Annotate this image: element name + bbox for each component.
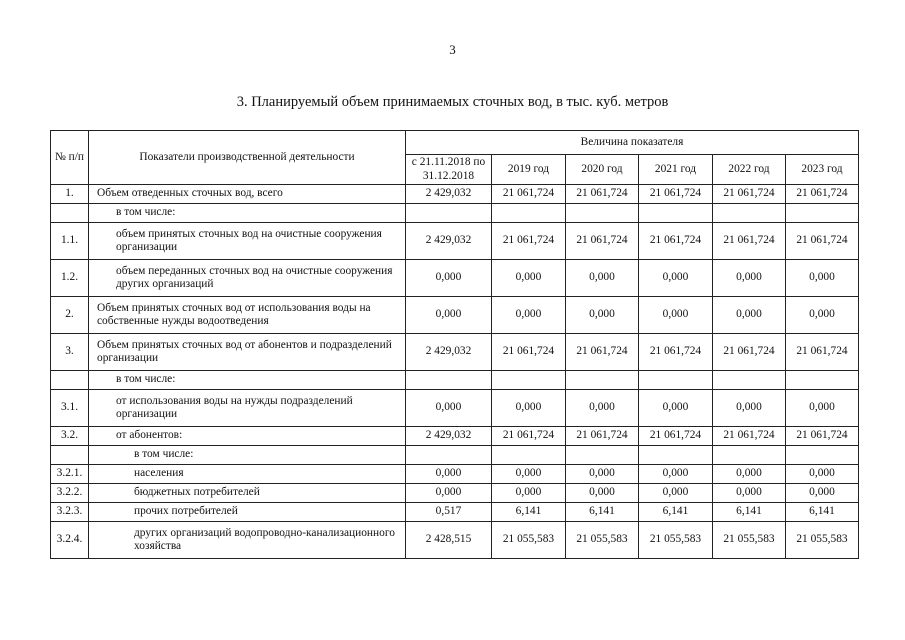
header-value-group: Величина показателя bbox=[406, 131, 859, 155]
row-number: 1.2. bbox=[51, 260, 89, 297]
header-indicator: Показатели производственной деятельности bbox=[89, 131, 406, 185]
row-label: Объем отведенных сточных вод, всего bbox=[89, 185, 406, 204]
row-value: 0,000 bbox=[639, 260, 713, 297]
row-label: объем переданных сточных вод на очистные сооружения других организаций bbox=[89, 260, 406, 297]
row-value bbox=[492, 446, 566, 465]
document-title: 3. Планируемый объем принимаемых сточных вод, в тыс. куб. метров bbox=[236, 94, 669, 110]
row-label: от абонентов: bbox=[89, 427, 406, 446]
row-value: 21 061,724 bbox=[713, 185, 786, 204]
row-value: 0,000 bbox=[492, 297, 566, 334]
row-value: 0,000 bbox=[406, 260, 492, 297]
row-label: населения bbox=[89, 465, 406, 484]
row-value: 0,000 bbox=[406, 297, 492, 334]
row-value: 6,141 bbox=[713, 503, 786, 522]
row-value bbox=[713, 446, 786, 465]
row-value: 0,000 bbox=[566, 297, 639, 334]
row-value bbox=[639, 204, 713, 223]
row-label: прочих потребителей bbox=[89, 503, 406, 522]
row-value bbox=[713, 371, 786, 390]
row-value: 6,141 bbox=[566, 503, 639, 522]
row-number: 2. bbox=[51, 297, 89, 334]
row-value bbox=[786, 371, 859, 390]
row-label: других организаций водопроводно-канализационного хозяйства bbox=[89, 522, 406, 559]
row-value: 0,000 bbox=[786, 260, 859, 297]
row-value: 21 061,724 bbox=[713, 223, 786, 260]
row-value: 0,000 bbox=[639, 484, 713, 503]
row-value: 21 061,724 bbox=[566, 427, 639, 446]
row-value bbox=[639, 446, 713, 465]
row-number: 3.1. bbox=[51, 390, 89, 427]
row-value bbox=[406, 371, 492, 390]
row-number: 1. bbox=[51, 185, 89, 204]
row-value: 0,000 bbox=[713, 390, 786, 427]
row-value: 0,000 bbox=[492, 260, 566, 297]
row-value: 0,000 bbox=[786, 297, 859, 334]
row-label: Объем принятых сточных вод от абонентов и подразделений организации bbox=[89, 334, 406, 371]
header-num: № п/п bbox=[51, 131, 89, 185]
row-number: 3. bbox=[51, 334, 89, 371]
row-value bbox=[406, 446, 492, 465]
row-value bbox=[566, 204, 639, 223]
row-value: 0,000 bbox=[639, 465, 713, 484]
row-value: 0,000 bbox=[566, 390, 639, 427]
row-value: 2 428,515 bbox=[406, 522, 492, 559]
row-value: 2 429,032 bbox=[406, 185, 492, 204]
row-value: 21 061,724 bbox=[492, 334, 566, 371]
wastewater-volume-table bbox=[50, 130, 859, 559]
row-value: 0,000 bbox=[786, 465, 859, 484]
row-number bbox=[51, 371, 89, 390]
row-number: 3.2. bbox=[51, 427, 89, 446]
row-value: 21 055,583 bbox=[786, 522, 859, 559]
table-row bbox=[51, 223, 859, 260]
row-value: 21 061,724 bbox=[713, 427, 786, 446]
row-value: 0,000 bbox=[786, 484, 859, 503]
table-row bbox=[51, 334, 859, 371]
header-period: с 21.11.2018 по 31.12.2018 bbox=[406, 155, 492, 185]
row-number bbox=[51, 446, 89, 465]
table-row bbox=[51, 390, 859, 427]
row-value: 21 055,583 bbox=[566, 522, 639, 559]
row-value bbox=[406, 204, 492, 223]
row-value: 21 061,724 bbox=[786, 427, 859, 446]
table-row bbox=[51, 260, 859, 297]
table-row bbox=[51, 446, 859, 465]
row-value: 0,000 bbox=[566, 465, 639, 484]
row-value: 21 061,724 bbox=[639, 427, 713, 446]
table-row bbox=[51, 522, 859, 559]
row-number: 3.2.3. bbox=[51, 503, 89, 522]
row-value: 21 061,724 bbox=[492, 223, 566, 260]
row-value: 21 055,583 bbox=[639, 522, 713, 559]
row-value: 0,517 bbox=[406, 503, 492, 522]
row-value: 0,000 bbox=[713, 297, 786, 334]
row-value bbox=[786, 204, 859, 223]
row-value: 21 061,724 bbox=[566, 185, 639, 204]
row-value: 0,000 bbox=[406, 390, 492, 427]
row-value: 0,000 bbox=[713, 465, 786, 484]
row-label: в том числе: bbox=[89, 446, 406, 465]
row-value: 0,000 bbox=[492, 390, 566, 427]
row-value: 0,000 bbox=[713, 484, 786, 503]
row-value: 2 429,032 bbox=[406, 427, 492, 446]
row-value: 0,000 bbox=[566, 484, 639, 503]
row-value: 0,000 bbox=[639, 390, 713, 427]
row-label: от использования воды на нужды подразделений организации bbox=[89, 390, 406, 427]
header-period: 2019 год bbox=[492, 155, 566, 185]
header-period: 2023 год bbox=[786, 155, 859, 185]
row-value: 21 061,724 bbox=[786, 334, 859, 371]
row-value: 2 429,032 bbox=[406, 334, 492, 371]
header-period: 2020 год bbox=[566, 155, 639, 185]
row-number: 1.1. bbox=[51, 223, 89, 260]
row-value bbox=[713, 204, 786, 223]
table-row bbox=[51, 185, 859, 204]
row-value: 0,000 bbox=[406, 465, 492, 484]
table-row bbox=[51, 297, 859, 334]
row-value bbox=[492, 371, 566, 390]
table-row bbox=[51, 484, 859, 503]
header-period: 2022 год bbox=[713, 155, 786, 185]
table-row bbox=[51, 503, 859, 522]
row-label: бюджетных потребителей bbox=[89, 484, 406, 503]
row-value: 21 055,583 bbox=[713, 522, 786, 559]
row-value bbox=[639, 371, 713, 390]
row-value: 21 061,724 bbox=[786, 185, 859, 204]
row-value: 21 055,583 bbox=[492, 522, 566, 559]
row-value: 6,141 bbox=[639, 503, 713, 522]
row-value: 0,000 bbox=[786, 390, 859, 427]
row-value: 0,000 bbox=[492, 484, 566, 503]
row-number: 3.2.2. bbox=[51, 484, 89, 503]
row-value: 21 061,724 bbox=[639, 334, 713, 371]
page-number: 3 bbox=[449, 42, 456, 57]
row-value bbox=[566, 371, 639, 390]
row-value: 0,000 bbox=[713, 260, 786, 297]
row-value: 21 061,724 bbox=[639, 223, 713, 260]
row-value: 21 061,724 bbox=[566, 334, 639, 371]
row-value: 6,141 bbox=[492, 503, 566, 522]
table-row bbox=[51, 371, 859, 390]
row-value: 21 061,724 bbox=[786, 223, 859, 260]
row-value: 0,000 bbox=[492, 465, 566, 484]
row-value: 21 061,724 bbox=[492, 427, 566, 446]
row-value: 0,000 bbox=[639, 297, 713, 334]
row-value: 21 061,724 bbox=[639, 185, 713, 204]
row-number: 3.2.4. bbox=[51, 522, 89, 559]
row-value: 21 061,724 bbox=[492, 185, 566, 204]
row-value bbox=[492, 204, 566, 223]
row-label: Объем принятых сточных вод от использования воды на собственные нужды водоотведения bbox=[89, 297, 406, 334]
row-value: 6,141 bbox=[786, 503, 859, 522]
table-row bbox=[51, 204, 859, 223]
row-label: в том числе: bbox=[89, 371, 406, 390]
row-value bbox=[566, 446, 639, 465]
row-number: 3.2.1. bbox=[51, 465, 89, 484]
row-value: 0,000 bbox=[566, 260, 639, 297]
row-value: 2 429,032 bbox=[406, 223, 492, 260]
header-period: 2021 год bbox=[639, 155, 713, 185]
row-value: 0,000 bbox=[406, 484, 492, 503]
row-value: 21 061,724 bbox=[566, 223, 639, 260]
table-row bbox=[51, 427, 859, 446]
row-value bbox=[786, 446, 859, 465]
table-row bbox=[51, 465, 859, 484]
row-label: объем принятых сточных вод на очистные сооружения организации bbox=[89, 223, 406, 260]
row-number bbox=[51, 204, 89, 223]
row-value: 21 061,724 bbox=[713, 334, 786, 371]
row-label: в том числе: bbox=[89, 204, 406, 223]
